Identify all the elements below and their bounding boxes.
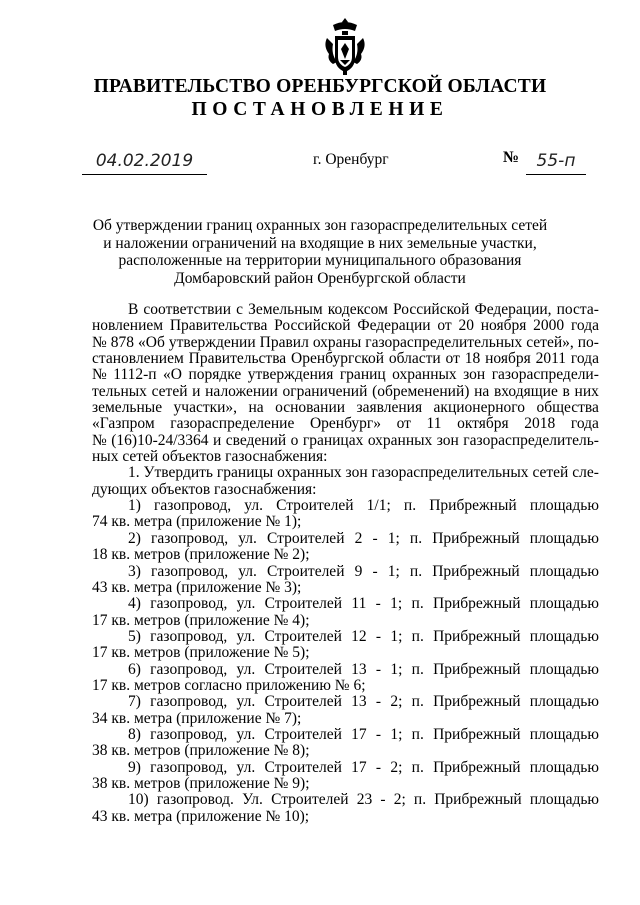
- word: зон: [463, 366, 486, 384]
- word: Строителей: [267, 529, 345, 547]
- word: Прибрежный: [434, 791, 522, 809]
- word: заявления: [356, 399, 423, 417]
- word: ул.: [238, 529, 257, 547]
- word: Строителей: [264, 693, 342, 711]
- word: (16)10-24/3364: [111, 431, 209, 449]
- word: ул.: [236, 660, 256, 678]
- word: в: [562, 382, 570, 400]
- word: 878: [110, 333, 135, 351]
- word: ул.: [244, 497, 263, 515]
- word: Прибрежный: [433, 693, 521, 711]
- word: 1;: [387, 529, 400, 547]
- word: тельных: [92, 382, 147, 400]
- list-item-tail: [92, 613, 599, 629]
- word: Утвердить: [143, 464, 213, 482]
- word: 1;: [390, 595, 403, 613]
- list-item: [92, 727, 599, 743]
- word: Оренбург»: [309, 415, 381, 433]
- word: п.: [409, 529, 423, 547]
- word: 20: [458, 317, 474, 335]
- word: новлением: [92, 317, 164, 335]
- word: площадью: [529, 693, 599, 711]
- word: «Газпром: [92, 415, 155, 433]
- word: (обременений): [372, 382, 470, 400]
- word: года: [570, 415, 599, 433]
- word: 1.: [128, 464, 140, 482]
- word: ул.: [236, 627, 256, 645]
- word: ул.: [236, 693, 256, 711]
- word: площадью: [529, 725, 599, 743]
- word: -: [372, 529, 378, 547]
- word: Строителей: [271, 791, 349, 809]
- word: -: [375, 660, 382, 678]
- text-fragment: 18 кв. метров (приложение № 2);: [92, 546, 310, 564]
- word: п.: [413, 791, 427, 809]
- word: Правительства: [188, 350, 287, 368]
- word: земельные: [92, 399, 163, 417]
- word: В: [128, 301, 139, 318]
- word: газопровод,: [151, 562, 229, 580]
- list-item: [92, 629, 599, 645]
- word: 1;: [390, 725, 403, 743]
- list-item: [92, 760, 599, 776]
- word: газораспределительных: [371, 464, 529, 482]
- word: ул.: [236, 725, 256, 743]
- word: 1): [128, 497, 141, 515]
- word: Оренбургской: [291, 350, 384, 368]
- word: Прибрежный: [433, 660, 521, 678]
- word: газопровод.: [156, 791, 234, 809]
- word: газораспределение: [170, 415, 295, 433]
- word: Прибрежный: [433, 758, 521, 776]
- word: сетей: [151, 382, 188, 400]
- word: п.: [409, 562, 423, 580]
- word: Строителей: [267, 562, 345, 580]
- word: года: [570, 350, 599, 368]
- word: границах: [302, 431, 364, 449]
- list-item-tail: [92, 580, 599, 596]
- word: «О: [163, 366, 182, 384]
- word: охранных: [277, 464, 342, 482]
- word: Строителей: [264, 725, 342, 743]
- word: 1112-п: [113, 366, 157, 384]
- word: площадью: [529, 529, 599, 547]
- word: 8): [128, 725, 141, 743]
- list-item-tail: [92, 776, 599, 792]
- word: -: [380, 791, 386, 809]
- word: п.: [411, 660, 424, 678]
- word: на: [248, 399, 264, 417]
- word: сведений: [225, 431, 287, 449]
- word: 3): [128, 562, 141, 580]
- document-title: [60, 217, 580, 287]
- point-line: [92, 465, 599, 481]
- coat-of-arms-emblem: [323, 16, 367, 76]
- word: от: [396, 415, 411, 433]
- word: 5): [128, 627, 141, 645]
- word: ноября: [485, 350, 531, 368]
- word: границ: [339, 366, 386, 384]
- preamble-line: [92, 367, 599, 383]
- word: Строителей: [264, 595, 343, 613]
- list-item: [92, 596, 599, 612]
- word: Прибрежный: [433, 627, 521, 645]
- word: зон: [436, 431, 459, 449]
- word: п.: [411, 758, 424, 776]
- word: наложении: [205, 382, 278, 400]
- list-item-tail: [92, 645, 599, 661]
- word: сетей: [532, 464, 569, 482]
- word: 9): [128, 758, 141, 776]
- word: Прибрежный: [433, 595, 521, 613]
- list-item-tail: [92, 678, 599, 694]
- word: газопровод,: [150, 725, 228, 743]
- word: ул.: [236, 595, 256, 613]
- word: области: [388, 350, 441, 368]
- word: 2): [128, 529, 141, 547]
- text-fragment: 43 кв. метра (приложение № 10);: [92, 807, 310, 825]
- document-type: ПОСТАНОВЛЕНИЕ: [191, 99, 449, 120]
- word: на: [474, 382, 490, 400]
- word: Федерации: [357, 317, 431, 335]
- word: Строителей: [264, 660, 342, 678]
- list-item: [92, 531, 599, 547]
- title-line: расположенные на территории муниципального образования: [118, 252, 522, 269]
- word: п.: [411, 595, 424, 613]
- text-fragment: 17 кв. метров согласно приложению № 6;: [92, 676, 366, 694]
- preamble-line: [92, 318, 599, 334]
- word: -: [375, 725, 382, 743]
- word: -: [375, 758, 382, 776]
- word: охраны: [312, 333, 362, 351]
- word: Прибрежный: [432, 562, 520, 580]
- word: газораспределительных: [365, 333, 523, 351]
- word: п.: [411, 725, 424, 743]
- preamble-line: [92, 416, 599, 432]
- word: №: [92, 333, 107, 351]
- list-item: [92, 662, 599, 678]
- word: 6): [128, 660, 141, 678]
- word: площадью: [529, 660, 599, 678]
- word: «Об: [138, 333, 165, 351]
- text-fragment: 38 кв. метров (приложение № 8);: [92, 742, 310, 760]
- word: ул.: [238, 562, 257, 580]
- text-fragment: 34 кв. метра (приложение № 7);: [92, 709, 302, 727]
- word: Прибрежный: [432, 529, 520, 547]
- point-line: [92, 482, 599, 498]
- word: Земельным: [248, 301, 323, 318]
- word: 1;: [390, 627, 403, 645]
- word: 2018: [524, 415, 556, 433]
- text-fragment: дующих объектов газоснабжения:: [92, 480, 317, 498]
- title-line: Домбаровский район Оренбургской области: [174, 269, 466, 287]
- word: газораспределитель-: [463, 431, 599, 449]
- word: №: [92, 366, 107, 384]
- word: 2;: [390, 758, 403, 776]
- word: ограничений: [282, 382, 368, 400]
- word: Российской: [392, 301, 470, 318]
- preamble-line: [92, 335, 599, 351]
- word: газораспредели-: [491, 366, 599, 384]
- word: площадью: [529, 758, 599, 776]
- word: от: [445, 350, 460, 368]
- organization-name: ПРАВИТЕЛЬСТВО ОРЕНБУРГСКОЙ ОБЛАСТИ: [93, 76, 547, 97]
- text-fragment: 38 кв. метров (приложение № 9);: [92, 774, 310, 792]
- word: 7): [128, 693, 141, 711]
- text-fragment: 17 кв. метров (приложение № 4);: [92, 611, 310, 629]
- word: сле-: [572, 464, 599, 482]
- word: 11: [351, 595, 367, 613]
- word: 2;: [390, 693, 403, 711]
- word: Прибрежный: [429, 497, 517, 515]
- word: соответствии: [143, 301, 232, 318]
- word: по-: [577, 333, 599, 351]
- word: 18: [464, 350, 481, 368]
- word: 17: [351, 758, 367, 776]
- word: кодексом: [327, 301, 388, 318]
- word: площадью: [529, 595, 599, 613]
- word: 9: [354, 562, 363, 580]
- word: 4): [128, 595, 141, 613]
- word: 2000: [533, 317, 565, 335]
- word: становлением: [92, 350, 184, 368]
- document-date: 04.02.2019: [82, 150, 207, 175]
- word: 11: [426, 415, 442, 433]
- word: Российской: [274, 317, 351, 335]
- list-item: [92, 564, 599, 580]
- preamble-line: [92, 384, 599, 400]
- word: ул.: [236, 758, 256, 776]
- word: 1/1;: [366, 497, 391, 515]
- word: Строителей: [276, 497, 354, 515]
- word: от: [437, 317, 452, 335]
- word: Федерации,: [474, 301, 552, 318]
- word: входящие: [493, 382, 558, 400]
- word: №: [92, 431, 107, 449]
- word: площадью: [529, 497, 599, 515]
- word: площадью: [529, 562, 599, 580]
- word: 13: [351, 693, 367, 711]
- list-item: [92, 498, 599, 514]
- preamble-line: [92, 433, 599, 449]
- word: Строителей: [264, 758, 342, 776]
- word: октября: [457, 415, 509, 433]
- word: и: [213, 431, 222, 449]
- preamble-line: [92, 400, 599, 416]
- preamble-line: [92, 449, 599, 465]
- word: 2: [354, 529, 363, 547]
- word: газопровод,: [151, 529, 229, 547]
- word: и: [192, 382, 201, 400]
- word: 10): [128, 791, 149, 809]
- word: площадью: [529, 791, 599, 809]
- word: 1;: [387, 562, 400, 580]
- title-line: Об утверждении границ охранных зон газораспределительных сетей: [92, 217, 548, 234]
- word: 1;: [390, 660, 403, 678]
- word: зон: [345, 464, 368, 482]
- document-number: 55-п: [526, 150, 586, 175]
- document-body: [92, 302, 599, 825]
- word: поста-: [556, 301, 599, 318]
- word: основании: [275, 399, 346, 417]
- word: газопровод,: [150, 595, 228, 613]
- word: 12: [351, 627, 367, 645]
- word: Ул.: [242, 791, 263, 809]
- word: утверждения: [247, 366, 334, 384]
- list-item: [92, 694, 599, 710]
- word: общества: [536, 399, 599, 417]
- word: с: [236, 301, 243, 318]
- word: Правил: [259, 333, 309, 351]
- text-fragment: 17 кв. метров (приложение № 5);: [92, 644, 310, 662]
- word: сетей»,: [526, 333, 574, 351]
- word: п.: [403, 497, 417, 515]
- list-item-tail: [92, 514, 599, 530]
- word: -: [372, 562, 378, 580]
- word: участки»,: [173, 399, 238, 417]
- word: газопровод,: [150, 660, 228, 678]
- word: них: [574, 382, 599, 400]
- word: охранных: [392, 366, 457, 384]
- word: -: [375, 595, 381, 613]
- word: газопровод,: [154, 497, 232, 515]
- list-item-tail: [92, 547, 599, 563]
- preamble-line: [92, 302, 599, 318]
- list-item-tail: [92, 809, 599, 825]
- text-fragment: 74 кв. метра (приложение № 1);: [92, 513, 302, 531]
- word: площадью: [529, 627, 599, 645]
- list-item-tail: [92, 743, 599, 759]
- title-line: и наложении ограничений на входящие в них земельные участки,: [103, 234, 537, 252]
- word: охранных: [367, 431, 433, 449]
- word: Правительства: [169, 317, 268, 335]
- text-fragment: ных сетей объектов газоснабжения:: [92, 448, 328, 466]
- word: 17: [351, 725, 367, 743]
- word: п.: [411, 627, 424, 645]
- preamble-line: [92, 351, 599, 367]
- word: о: [290, 431, 299, 449]
- list-item: [92, 792, 599, 808]
- word: -: [375, 693, 382, 711]
- word: газопровод,: [150, 627, 228, 645]
- word: 2;: [393, 791, 406, 809]
- word: 2011: [535, 350, 567, 368]
- word: -: [375, 627, 382, 645]
- document-city: г. Оренбург: [313, 151, 389, 168]
- word: Прибрежный: [433, 725, 521, 743]
- word: газопровод,: [150, 693, 228, 711]
- word: года: [570, 317, 599, 335]
- word: 13: [351, 660, 367, 678]
- word: ноября: [480, 317, 527, 335]
- word: Строителей: [264, 627, 342, 645]
- word: газопровод,: [150, 758, 228, 776]
- list-item-tail: [92, 711, 599, 727]
- word: границы: [216, 464, 274, 482]
- word: утверждении: [168, 333, 256, 351]
- word: п.: [411, 693, 424, 711]
- word: акционерного: [433, 399, 525, 417]
- word: порядке: [188, 366, 242, 384]
- text-fragment: 43 кв. метра (приложение № 3);: [92, 578, 302, 596]
- word: 23: [356, 791, 373, 809]
- number-label: №: [503, 149, 520, 166]
